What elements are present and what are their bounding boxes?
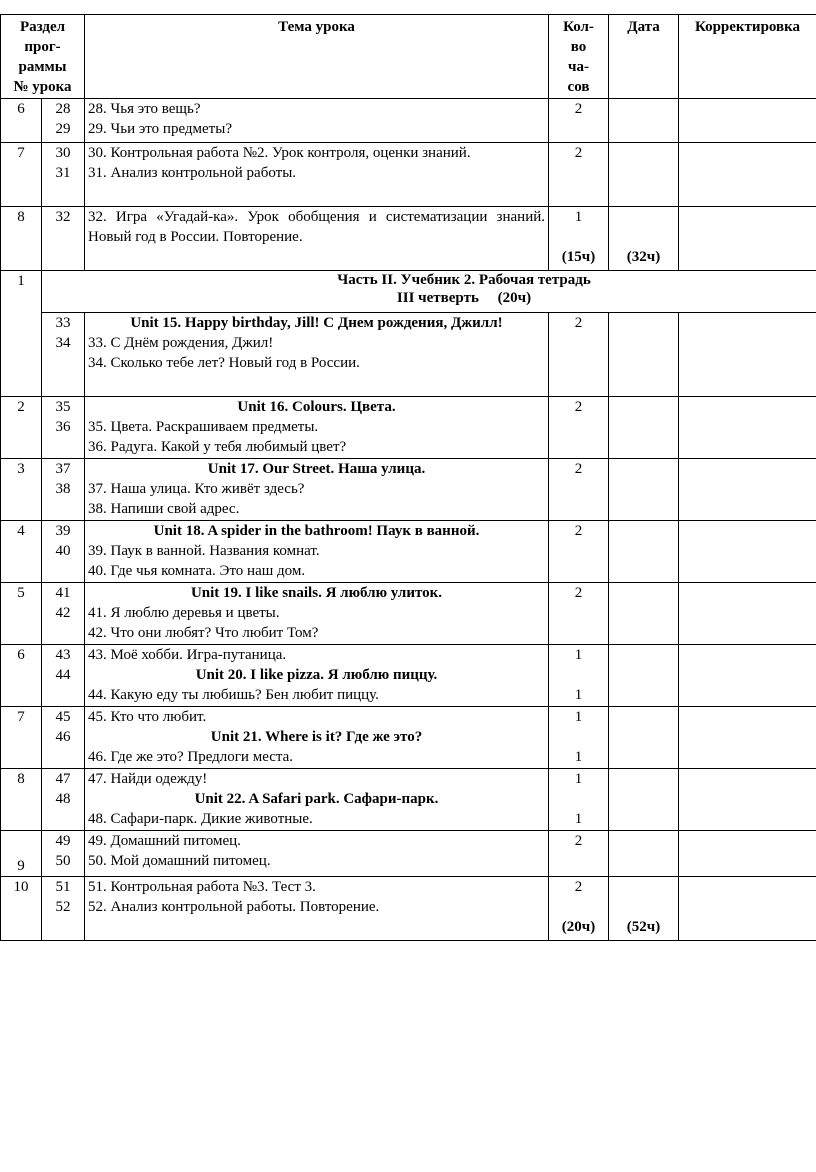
unit-title: Unit 17. Our Street. Наша улица. <box>207 461 426 477</box>
correction-cell <box>679 831 816 877</box>
section-number: 7 <box>1 707 42 769</box>
lesson-topic: 32. Игра «Угадай-ка». Урок обобщения и систематизации знаний. Новый год в России. Повторение. <box>85 207 549 271</box>
correction-cell <box>679 707 816 769</box>
lesson-numbers: 43 44 <box>42 645 85 707</box>
correction-cell <box>679 769 816 831</box>
date-cell <box>609 143 679 207</box>
lesson-topic: 51. Контрольная работа №3. Тест 3. 52. Анализ контрольной работы. Повторение. <box>85 877 549 941</box>
date-cell <box>609 313 679 397</box>
lesson-numbers: 33 34 <box>42 313 85 397</box>
date-cell <box>609 459 679 521</box>
lesson-topic: Unit 16. Colours. Цвета. 35. Цвета. Раскрашиваем предметы. 36. Радуга. Какой у тебя любимый цвет? <box>85 397 549 459</box>
hours-cell: 2 <box>549 583 609 645</box>
lesson-numbers: 37 38 <box>42 459 85 521</box>
lesson-topic: 30. Контрольная работа №2. Урок контроля, оценки знаний. 31. Анализ контрольной работы. <box>85 143 549 207</box>
lesson-numbers: 30 31 <box>42 143 85 207</box>
unit-title: Unit 16. Colours. Цвета. <box>237 399 396 415</box>
section-number: 6 <box>1 645 42 707</box>
part-heading: Часть II. Учебник 2. Рабочая тетрадь III четверть (20ч) <box>42 271 816 313</box>
date-cell <box>609 877 679 941</box>
unit-title: Unit 20. I like pizza. Я люблю пиццу. <box>195 667 438 683</box>
correction-cell <box>679 207 816 271</box>
lesson-topic: 47. Найди одежду! Unit 22. A Safari park. Сафари-парк. 48. Сафари-парк. Дикие животные. <box>85 769 549 831</box>
lesson-topic: 49. Домашний питомец. 50. Мой домашний питомец. <box>85 831 549 877</box>
lesson-numbers: 32 <box>42 207 85 271</box>
table-row <box>1 313 816 397</box>
table-row <box>1 877 816 941</box>
lesson-plan-table <box>0 14 816 941</box>
date-cell <box>609 207 679 271</box>
topic-header: Тема урока <box>85 15 549 99</box>
date-total: (32ч) <box>626 249 661 265</box>
lesson-numbers: 28 29 <box>42 99 85 143</box>
hours-total: (20ч) <box>561 919 596 935</box>
lesson-topic: Unit 17. Our Street. Наша улица. 37. Наша улица. Кто живёт здесь? 38. Напиши свой адрес. <box>85 459 549 521</box>
correction-cell <box>679 583 816 645</box>
hours-total: (15ч) <box>561 249 596 265</box>
correction-cell <box>679 459 816 521</box>
hours-cell: 2 <box>549 831 609 877</box>
table-row <box>1 831 816 877</box>
unit-title: Unit 18. A spider in the bathroom! Паук в ванной. <box>153 523 480 539</box>
lesson-topic: Unit 19. I like snails. Я люблю улиток. 41. Я люблю деревья и цветы. 42. Что они любят? Что любит Том? <box>85 583 549 645</box>
section-header: Раздел прог- раммы № урока <box>1 15 85 99</box>
table-row <box>1 459 816 521</box>
date-cell <box>609 645 679 707</box>
hours-cell: 1 1 <box>549 769 609 831</box>
lesson-numbers: 47 48 <box>42 769 85 831</box>
table-row <box>1 583 816 645</box>
table-row <box>1 99 816 143</box>
lesson-numbers: 35 36 <box>42 397 85 459</box>
hours-cell: 2 <box>549 521 609 583</box>
correction-cell <box>679 397 816 459</box>
table-row <box>1 707 816 769</box>
section-number: 7 <box>1 143 42 207</box>
section-number: 10 <box>1 877 42 941</box>
date-total: (52ч) <box>626 919 661 935</box>
unit-title: Unit 15. Happy birthday, Jill! С Днем рождения, Джилл! <box>130 315 503 331</box>
section-number: 4 <box>1 521 42 583</box>
hours-cell: 2 (20ч) <box>549 877 609 941</box>
hours-cell: 1 (15ч) <box>549 207 609 271</box>
table-row <box>1 207 816 271</box>
lesson-topic: 45. Кто что любит. Unit 21. Where is it? Где же это? 46. Где же это? Предлоги места. <box>85 707 549 769</box>
section-number: 8 <box>1 207 42 271</box>
correction-cell <box>679 99 816 143</box>
lesson-topic: Unit 15. Happy birthday, Jill! С Днем рождения, Джилл! 33. С Днём рождения, Джил! 34. Сколько тебе лет? Новый год в России. <box>85 313 549 397</box>
date-cell <box>609 99 679 143</box>
date-cell <box>609 583 679 645</box>
lesson-numbers: 45 46 <box>42 707 85 769</box>
hours-cell: 1 1 <box>549 645 609 707</box>
section-number: 2 <box>1 397 42 459</box>
correction-cell <box>679 143 816 207</box>
hours-cell: 2 <box>549 313 609 397</box>
lesson-numbers: 49 50 <box>42 831 85 877</box>
hours-cell: 2 <box>549 143 609 207</box>
correction-header: Корректировка <box>679 15 816 99</box>
correction-cell <box>679 313 816 397</box>
hours-header: Кол- во ча- сов <box>549 15 609 99</box>
unit-title: Unit 22. A Safari park. Сафари-парк. <box>194 791 439 807</box>
header-row <box>1 15 816 99</box>
section-number: 6 <box>1 99 42 143</box>
section-number: 1 <box>1 271 42 397</box>
table-row <box>1 143 816 207</box>
lesson-numbers: 39 40 <box>42 521 85 583</box>
section-number: 9 <box>1 831 42 877</box>
hours-cell: 1 1 <box>549 707 609 769</box>
correction-cell <box>679 877 816 941</box>
lesson-topic: Unit 18. A spider in the bathroom! Паук в ванной. 39. Паук в ванной. Названия комнат. 40. Где чья комната. Это наш дом. <box>85 521 549 583</box>
unit-title: Unit 21. Where is it? Где же это? <box>210 729 423 745</box>
table-row <box>1 645 816 707</box>
date-cell <box>609 769 679 831</box>
lesson-topic: 43. Моё хобби. Игра-путаница. Unit 20. I like pizza. Я люблю пиццу. 44. Какую еду ты любишь? Бен любит пиццу. <box>85 645 549 707</box>
correction-cell <box>679 645 816 707</box>
lesson-topic: 28. Чья это вещь? 29. Чьи это предметы? <box>85 99 549 143</box>
lesson-numbers: 41 42 <box>42 583 85 645</box>
table-row <box>1 397 816 459</box>
date-cell <box>609 397 679 459</box>
section-number: 3 <box>1 459 42 521</box>
lesson-numbers: 51 52 <box>42 877 85 941</box>
section-number: 8 <box>1 769 42 831</box>
date-cell <box>609 831 679 877</box>
table-row <box>1 521 816 583</box>
part-heading-row <box>1 271 816 313</box>
date-header: Дата <box>609 15 679 99</box>
hours-cell: 2 <box>549 99 609 143</box>
section-number: 5 <box>1 583 42 645</box>
unit-title: Unit 19. I like snails. Я люблю улиток. <box>190 585 443 601</box>
hours-cell: 2 <box>549 459 609 521</box>
date-cell <box>609 521 679 583</box>
hours-cell: 2 <box>549 397 609 459</box>
correction-cell <box>679 521 816 583</box>
date-cell <box>609 707 679 769</box>
table-row <box>1 769 816 831</box>
